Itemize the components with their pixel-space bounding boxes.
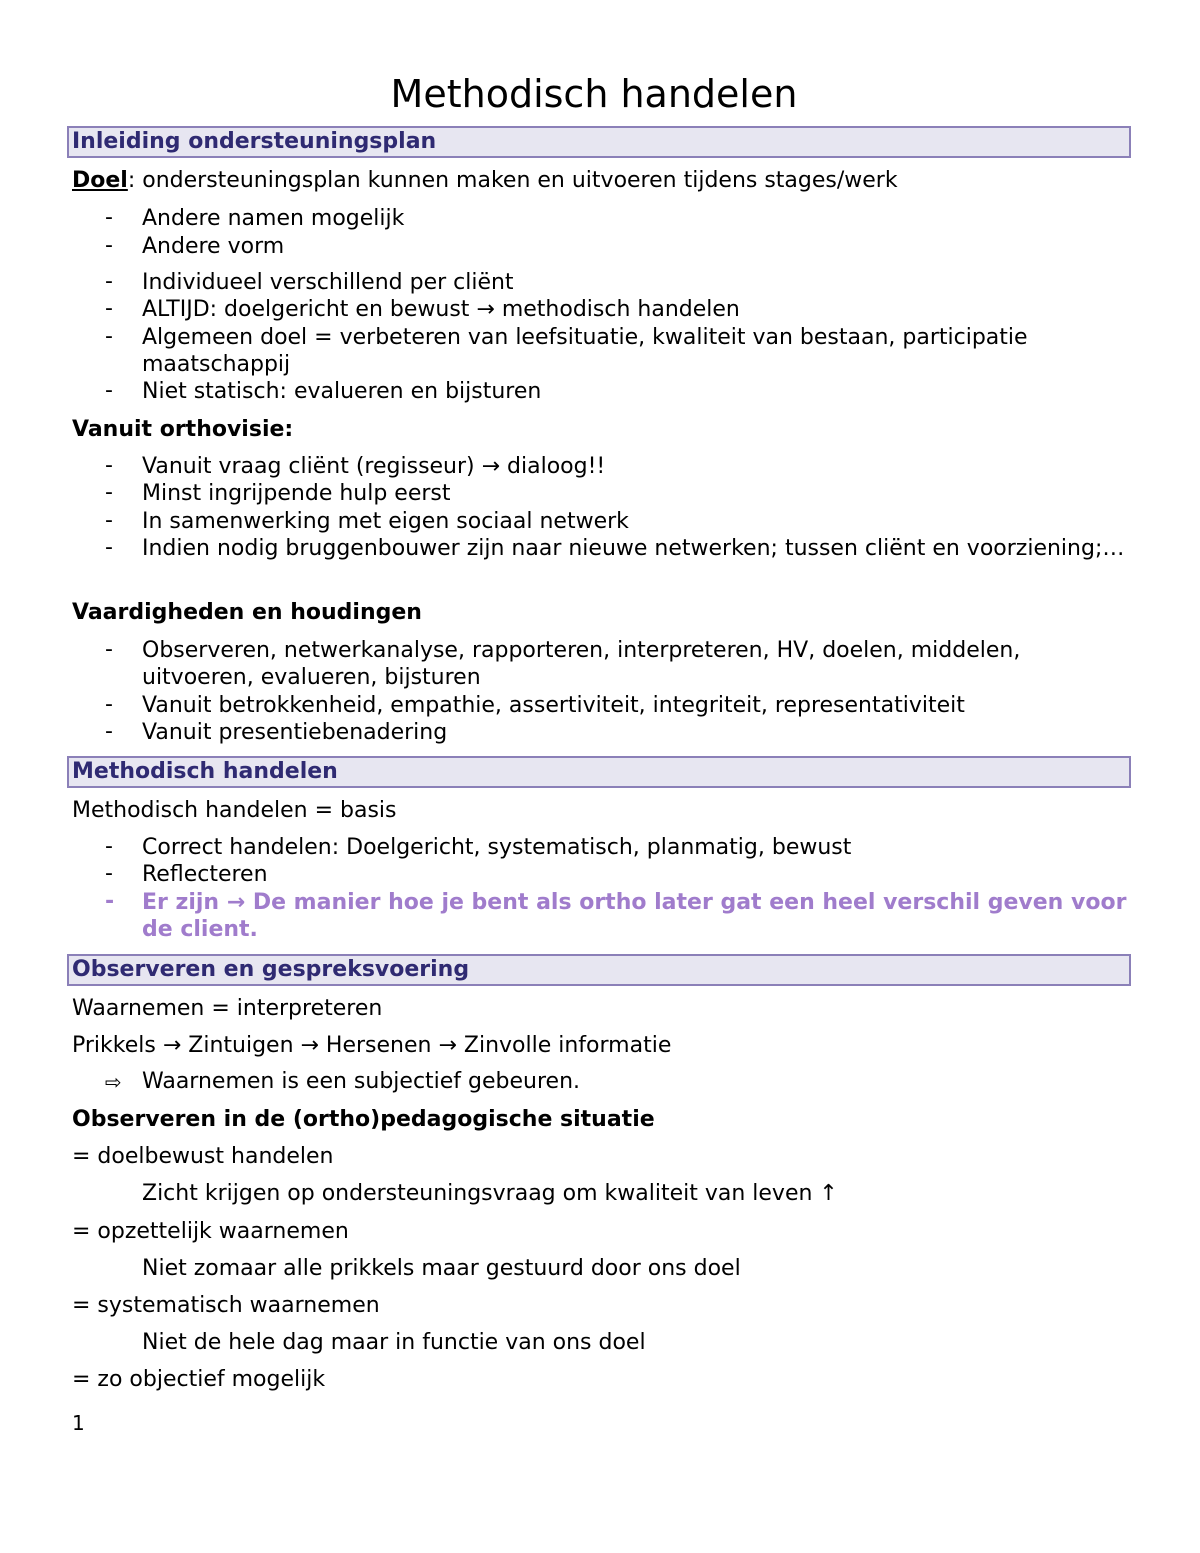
bullet-dash: - xyxy=(105,719,113,744)
doel-label: Doel xyxy=(72,168,128,193)
definition-detail: Niet de hele dag maar in functie van ons doel xyxy=(142,1330,646,1355)
list-item: Niet statisch: evalueren en bijsturen xyxy=(142,379,542,404)
page-number: 1 xyxy=(72,1411,85,1435)
doel-text: : ondersteuningsplan kunnen maken en uitvoeren tijdens stages/werk xyxy=(127,168,898,193)
doel-line xyxy=(72,167,898,195)
section-heading: Inleiding ondersteuningsplan xyxy=(72,129,437,154)
subheading: Observeren in de (ortho)pedagogische situatie xyxy=(72,1107,655,1132)
bullet-dash: - xyxy=(105,834,113,859)
definition-term: = doelbewust handelen xyxy=(72,1144,334,1169)
bullet-dash: - xyxy=(105,480,113,505)
definition-term: = opzettelijk waarnemen xyxy=(72,1219,349,1244)
highlight-item: Er zijn → De manier hoe je bent als ortho later gat een heel verschil geven voor de client. xyxy=(142,890,1127,942)
bullet-dash: - xyxy=(105,269,113,294)
section-heading: Observeren en gespreksvoering xyxy=(72,957,470,982)
bullet-dash: - xyxy=(105,296,113,321)
paragraph: Waarnemen = interpreteren xyxy=(72,996,383,1021)
list-item: Vanuit vraag cliënt (regisseur) → dialoog!! xyxy=(142,454,606,479)
list-item: Reflecteren xyxy=(142,862,268,887)
section-heading-bar xyxy=(67,126,1131,158)
list-item: Observeren, netwerkanalyse, rapporteren, interpreteren, HV, doelen, middelen, uitvoeren, evalueren, bijsturen xyxy=(142,638,1021,690)
bullet-dash: - xyxy=(105,508,113,533)
bullet-dash: - xyxy=(105,378,113,403)
list-item: ALTIJD: doelgericht en bewust → methodisch handelen xyxy=(142,297,740,322)
list-item: Vanuit presentiebenadering xyxy=(142,720,448,745)
bullet-dash: - xyxy=(105,692,113,717)
definition-detail: Niet zomaar alle prikkels maar gestuurd door ons doel xyxy=(142,1256,741,1281)
bullet-dash: - xyxy=(105,637,113,662)
definition-term: = systematisch waarnemen xyxy=(72,1293,380,1318)
list-item: Andere namen mogelijk xyxy=(142,206,405,231)
bullet-dash: - xyxy=(105,324,113,349)
bullet-dash: - xyxy=(105,861,113,886)
arrow-item: Waarnemen is een subjectief gebeuren. xyxy=(142,1069,581,1094)
paragraph: Prikkels → Zintuigen → Hersenen → Zinvolle informatie xyxy=(72,1033,672,1058)
definition-term: = zo objectief mogelijk xyxy=(72,1367,326,1392)
paragraph: Methodisch handelen = basis xyxy=(72,798,397,823)
list-item: Andere vorm xyxy=(142,234,285,259)
section-heading: Methodisch handelen xyxy=(72,759,338,784)
list-item: Indien nodig bruggenbouwer zijn naar nieuwe netwerken; tussen cliënt en voorziening;… xyxy=(142,536,1125,561)
bullet-dash: - xyxy=(105,453,113,478)
list-item: Vanuit betrokkenheid, empathie, assertiviteit, integriteit, representativiteit xyxy=(142,693,965,718)
bullet-dash: - xyxy=(105,889,115,914)
definition-detail: Zicht krijgen op ondersteuningsvraag om kwaliteit van leven ↑ xyxy=(142,1181,838,1206)
page-title: Methodisch handelen xyxy=(390,72,798,116)
subheading: Vanuit orthovisie: xyxy=(72,417,294,442)
list-item: Minst ingrijpende hulp eerst xyxy=(142,481,451,506)
list-item: Algemeen doel = verbeteren van leefsituatie, kwaliteit van bestaan, participatie maatschappij xyxy=(142,325,1028,377)
section-heading-bar xyxy=(67,756,1131,788)
subheading: Vaardigheden en houdingen xyxy=(72,600,422,625)
bullet-dash: - xyxy=(105,535,113,560)
list-item: Correct handelen: Doelgericht, systematisch, planmatig, bewust xyxy=(142,835,852,860)
bullet-dash: - xyxy=(105,233,113,258)
list-item: Individueel verschillend per cliënt xyxy=(142,270,514,295)
list-item: In samenwerking met eigen sociaal netwerk xyxy=(142,509,629,534)
hollow-arrow-icon: ⇨ xyxy=(105,1070,122,1094)
section-heading-bar xyxy=(67,954,1131,986)
bullet-dash: - xyxy=(105,205,113,230)
